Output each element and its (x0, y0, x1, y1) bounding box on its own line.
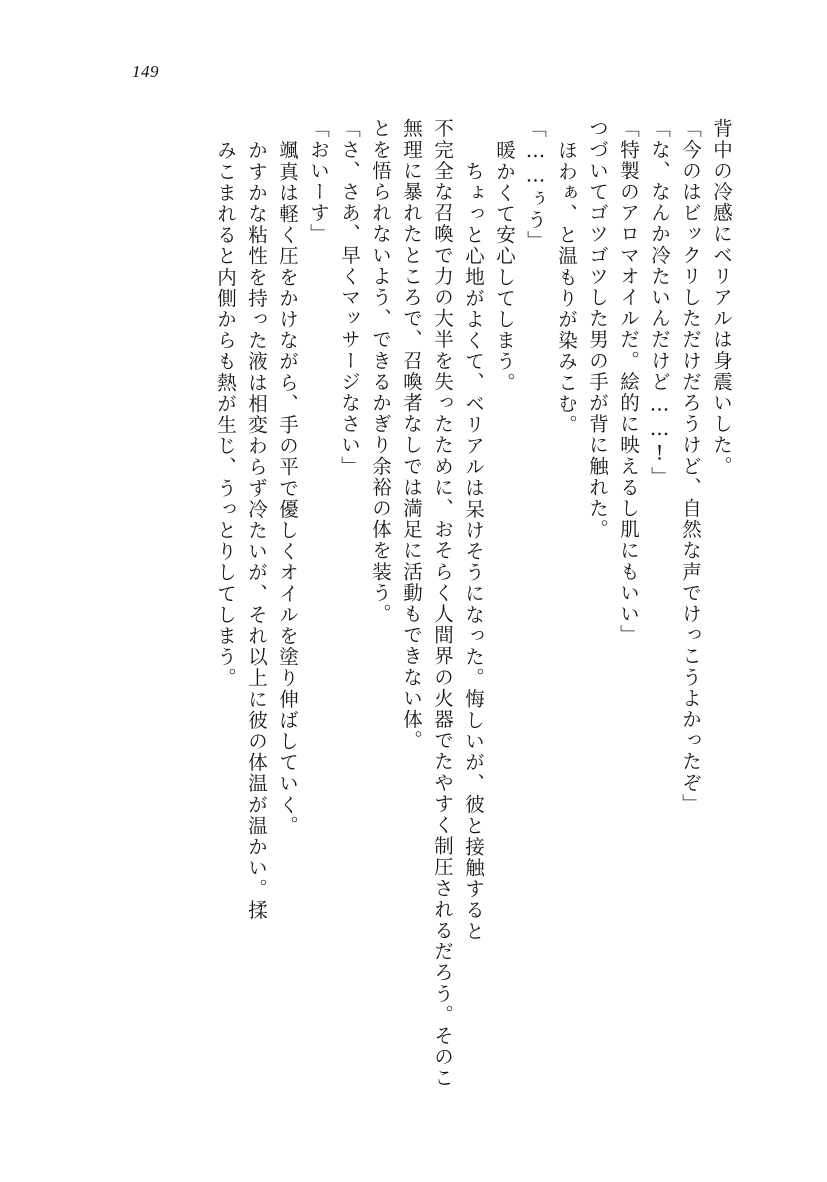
text-column: 「……ぅう」 (524, 118, 547, 252)
page-number: 149 (132, 62, 159, 81)
text-column: つづいてゴツゴツした男の手が背に触れた。 (586, 118, 609, 540)
text-column: 颯真は軽く圧をかけながら、手の平で優しくオイルを塗り伸ばしていく。 (276, 140, 299, 837)
text-column: ほわぁ、と温もりが染みこむ。 (555, 140, 578, 436)
text-column: 暖かくて安心してしまう。 (493, 140, 516, 394)
text-column: 不完全な召喚で力の大半を失ったために、おそらく人間界の火器でたやすく制圧されるだろう。そのこ (431, 118, 454, 1089)
text-column: 「さ、さあ、早くマッサージなさい」 (338, 118, 361, 477)
text-column: 「今のはビックリしただけだろうけど、自然な声でけっこうよかったぞ」 (679, 118, 702, 815)
text-column: 背中の冷感にベリアルは身震いした。 (710, 118, 733, 477)
text-column: 「おいーす」 (307, 118, 330, 245)
text-column: 「特製のアロマオイルだ。絵的に映えるし肌にもいい」 (617, 118, 640, 646)
text-column: ちょっと心地がよくて、ベリアルは呆けそうになった。悔しいが、彼と接触すると (462, 161, 485, 942)
text-column: とを悟られないよう、できるかぎり余裕の体を装う。 (369, 118, 392, 625)
vertical-text-body (111, 118, 733, 1089)
text-column: 無理に暴れたところで、召喚者なしでは満足に活動もできない体。 (400, 118, 423, 751)
text-column: みこまれると内側からも熱が生じ、うっとりしてしまう。 (214, 140, 237, 689)
text-column: 「な、なんか冷たいんだけど……!」 (648, 118, 671, 488)
text-column: かすかな粘性を持った液は相変わらず冷たいが、それ以上に彼の体温が温かい。揉 (245, 140, 268, 921)
